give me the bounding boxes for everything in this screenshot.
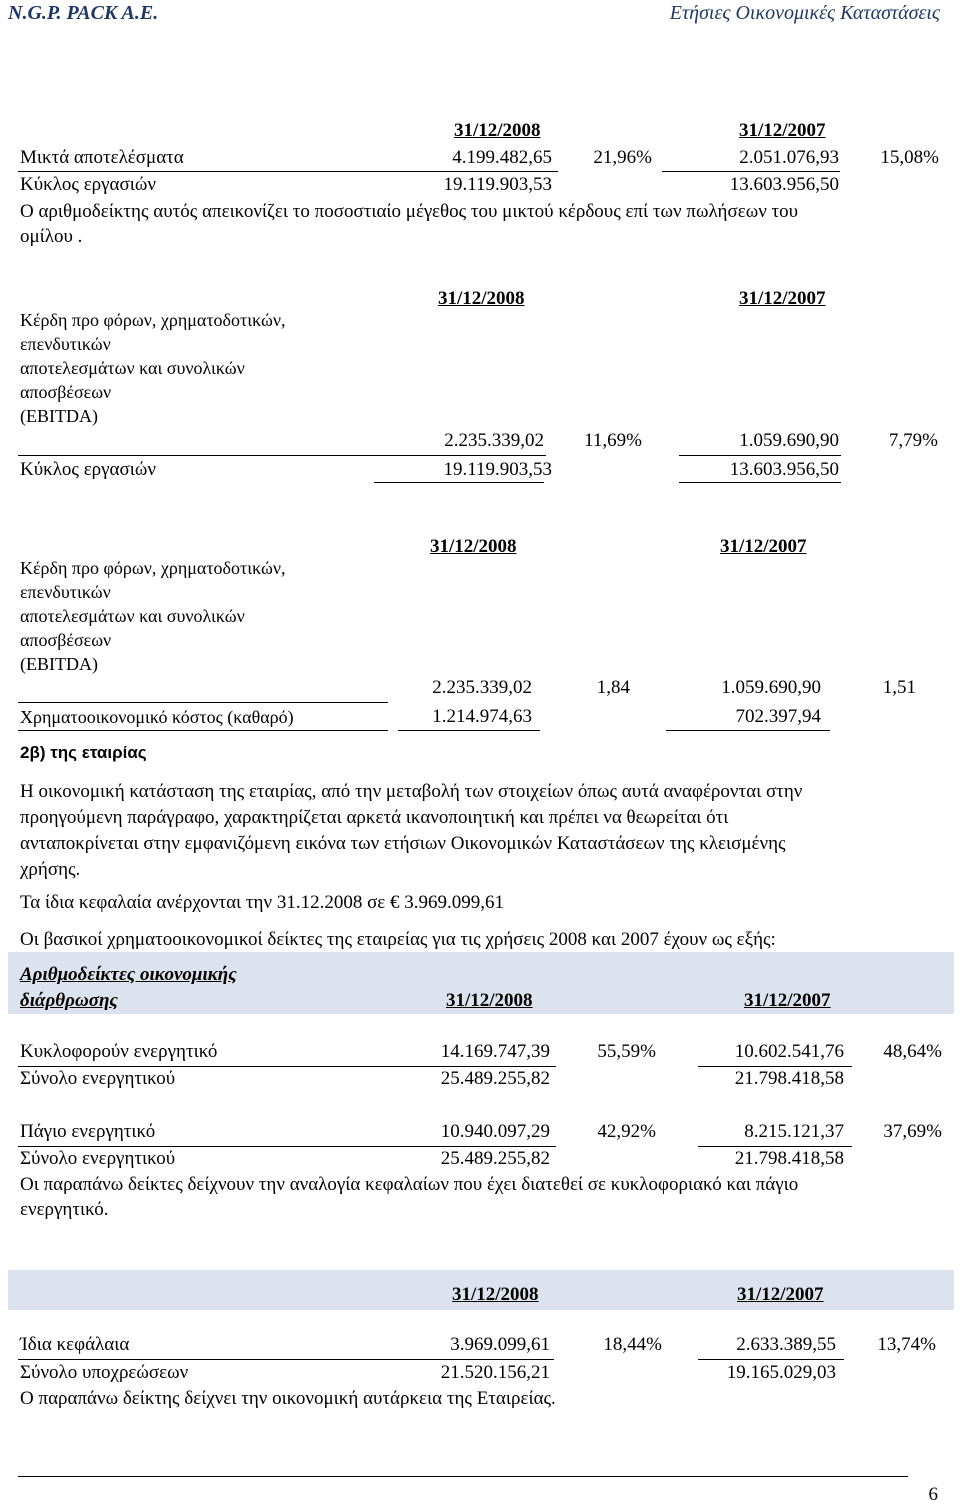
value-2008: 25.489.255,82 (440, 1068, 550, 1089)
divider (18, 1066, 556, 1067)
table-title: διάρθρωσης (20, 990, 118, 1011)
body-paragraph (20, 779, 952, 883)
col-header-2007: 31/12/2007 (739, 288, 826, 309)
value-2008: 19.119.903,53 (443, 174, 552, 195)
row-label: Κύκλος εργασιών (20, 459, 156, 480)
table-title: Αριθμοδείκτες οικονομικής (20, 964, 237, 985)
value-2008: 25.489.255,82 (440, 1148, 550, 1169)
divider (18, 1359, 554, 1360)
document-title: Ετήσιες Οικονομικές Καταστάσεις (669, 2, 940, 24)
value-2008: 14.169.747,39 (440, 1041, 550, 1062)
percent-2007: 7,79% (888, 430, 938, 451)
divider (698, 1359, 844, 1360)
row-label: Σύνολο ενεργητικού (20, 1148, 176, 1169)
row-label: αποτελεσμάτων και συνολικών (20, 606, 245, 626)
row-label: (EBITDA) (20, 406, 98, 426)
col-header-2007: 31/12/2007 (720, 536, 807, 557)
col-header-2007: 31/12/2007 (744, 990, 831, 1011)
row-label: (EBITDA) (20, 654, 98, 674)
note-text: Ο παραπάνω δείκτης δείχνει την οικονομική αυτάρκεια της Εταιρείας. (20, 1388, 556, 1409)
col-header-2007: 31/12/2007 (739, 120, 826, 141)
divider (698, 1146, 852, 1147)
divider (398, 730, 540, 731)
value-2008: 21.520.156,21 (440, 1362, 550, 1383)
value-2007: 13.603.956,50 (729, 174, 839, 195)
row-label: Κύκλος εργασιών (20, 174, 156, 195)
col-header-2007: 31/12/2007 (737, 1284, 824, 1305)
value-2007: 2.051.076,93 (739, 147, 839, 168)
col-header-2008: 31/12/2008 (430, 536, 517, 557)
divider (666, 730, 830, 731)
percent-2008: 18,44% (603, 1334, 662, 1355)
percent-2007: 37,69% (883, 1121, 942, 1142)
value-2007: 13.603.956,50 (729, 459, 839, 480)
value-2007: 21.798.418,58 (734, 1148, 844, 1169)
value-2007: 1.059.690,90 (721, 677, 821, 698)
note-text: ενεργητικό. (20, 1199, 109, 1220)
row-label: Κέρδη προ φόρων, χρηματοδοτικών, (20, 558, 286, 578)
value-2007: 19.165.029,03 (726, 1362, 836, 1383)
percent-2007: 15,08% (880, 147, 939, 168)
note-text: Ο αριθμοδείκτης αυτός απεικονίζει το ποσοστιαίο μέγεθος του μικτού κέρδους επί των πωλήσεων του (20, 201, 799, 222)
row-label: Σύνολο ενεργητικού (20, 1068, 176, 1089)
col-header-2008: 31/12/2008 (438, 288, 525, 309)
paragraph-line: Η οικονομική κατάσταση της εταιρίας, από την μεταβολή των στοιχείων όπως αυτά αναφέρονται στην (20, 781, 803, 802)
value-2007: 702.397,94 (735, 706, 821, 727)
row-label: Πάγιο ενεργητικό (20, 1121, 156, 1142)
paragraph-line: ανταποκρίνεται στην εμφανιζόμενη εικόνα των ετήσιων Οικονομικών Καταστάσεων της κλεισμένης (20, 833, 786, 854)
note-text: ομίλου . (20, 226, 83, 247)
value-2007: 1.059.690,90 (739, 430, 839, 451)
row-label: Μικτά αποτελέσματα (20, 147, 184, 168)
value-2007: 10.602.541,76 (734, 1041, 844, 1062)
divider (662, 171, 840, 172)
row-label: αποσβέσεων (20, 630, 112, 650)
divider (18, 1146, 556, 1147)
ratio-2008: 1,84 (596, 677, 630, 698)
divider (18, 730, 388, 731)
divider (374, 482, 544, 483)
col-header-2008: 31/12/2008 (446, 990, 533, 1011)
value-2008: 19.119.903,53 (443, 459, 552, 480)
col-header-2008: 31/12/2008 (454, 120, 541, 141)
value-2008: 1.214.974,63 (432, 706, 532, 727)
company-name: N.G.P. PACK A.E. (8, 2, 159, 24)
row-label: Κυκλοφορούν ενεργητικό (20, 1041, 218, 1062)
value-2007: 2.633.389,55 (736, 1334, 836, 1355)
percent-2007: 48,64% (883, 1041, 942, 1062)
value-2008: 3.969.099,61 (450, 1334, 550, 1355)
row-label: Χρηματοοικονομικό κόστος (καθαρό) (20, 707, 294, 727)
value-2007: 21.798.418,58 (734, 1068, 844, 1089)
row-label: αποσβέσεων (20, 382, 112, 402)
value-2008: 10.940.097,29 (440, 1121, 550, 1142)
percent-2008: 42,92% (597, 1121, 656, 1142)
paragraph-line: προηγούμενη παράγραφο, χαρακτηρίζεται αρκετά ικανοποιητική και πρέπει να θεωρείται ότι (20, 807, 729, 828)
divider (679, 482, 841, 483)
divider (18, 171, 558, 172)
ratio-2007: 1,51 (882, 677, 916, 698)
percent-2007: 13,74% (877, 1334, 936, 1355)
value-2007: 8.215.121,37 (744, 1121, 844, 1142)
divider (18, 702, 388, 703)
row-label: αποτελεσμάτων και συνολικών (20, 358, 245, 378)
value-2008: 2.235.339,02 (444, 430, 544, 451)
note-text: Οι παραπάνω δείκτες δείχνουν την αναλογία κεφαλαίων που έχει διατεθεί σε κυκλοφοριακό και πάγιο (20, 1174, 799, 1195)
percent-2008: 21,96% (593, 147, 652, 168)
divider (18, 455, 546, 456)
divider (679, 455, 841, 456)
row-label: Ίδια κεφάλαια (20, 1334, 130, 1355)
page-number: 6 (928, 1484, 938, 1505)
row-label: επενδυτικών (20, 582, 111, 602)
row-label: Κέρδη προ φόρων, χρηματοδοτικών, (20, 310, 286, 330)
col-header-2008: 31/12/2008 (452, 1284, 539, 1305)
section-heading: 2β) της εταιρίας (20, 743, 147, 762)
ratios-intro: Οι βασικοί χρηματοοικονομικοί δείκτες της εταιρείας για τις χρήσεις 2008 και 2007 έχουν ως εξής: (20, 929, 776, 950)
footer-rule (18, 1476, 908, 1477)
row-label: επενδυτικών (20, 334, 111, 354)
divider (698, 1066, 852, 1067)
paragraph-line: χρήσης. (20, 859, 81, 880)
value-2008: 2.235.339,02 (432, 677, 532, 698)
percent-2008: 11,69% (584, 430, 642, 451)
equity-sentence: Τα ίδια κεφαλαία ανέρχονται την 31.12.2008 σε € 3.969.099,61 (20, 892, 505, 913)
percent-2008: 55,59% (597, 1041, 656, 1062)
row-label: Σύνολο υποχρεώσεων (20, 1362, 189, 1383)
value-2008: 4.199.482,65 (452, 147, 552, 168)
